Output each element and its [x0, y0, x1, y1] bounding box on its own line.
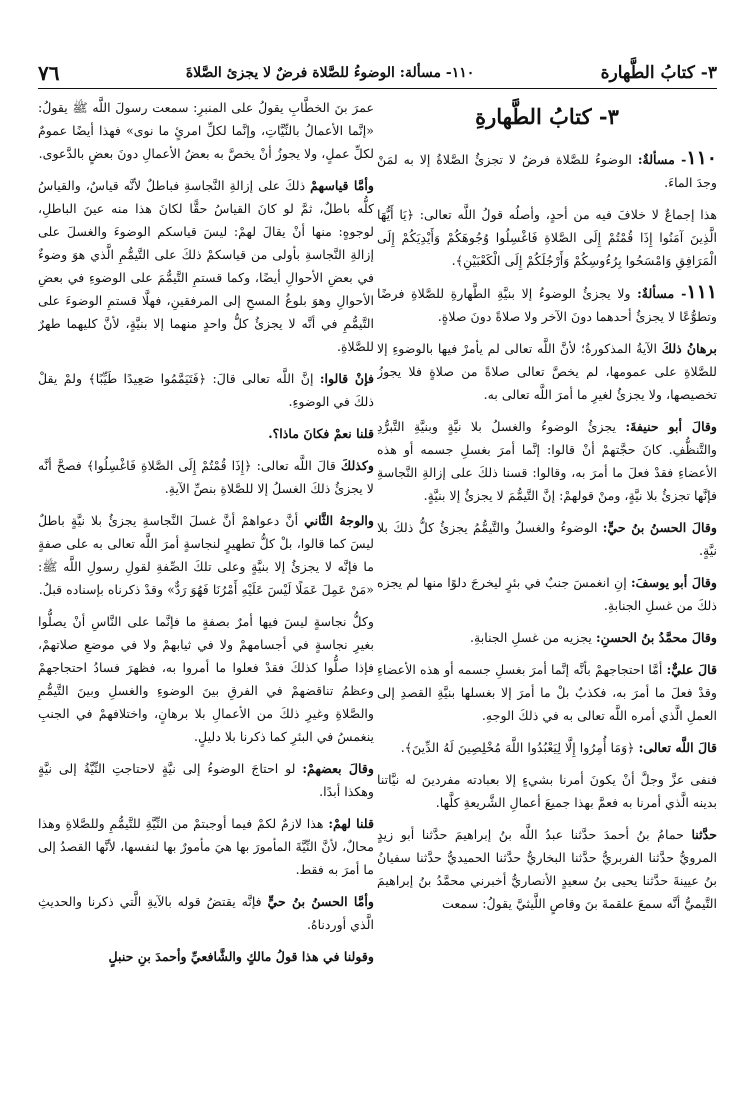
paragraph-lead: قالَ اللَّه تعالى:: [638, 740, 717, 755]
paragraph-lead: وقالَ أبو يوسفَ:: [630, 575, 717, 590]
issue-number: ١١١: [686, 281, 717, 303]
paragraph: [38, 757, 374, 803]
paragraph-text: ولا يجزئُ الوضوءُ إلا بنيَّةِ الطَّهارةِ للصَّلاةِ فرضًا وتطوُّعًا لا يجزئُ أحدهما دونَ الآخر ولا صلاةً دونَ صلاةٍ.: [377, 286, 717, 324]
left-column: [38, 96, 374, 1083]
paragraph-lead: برهانُ ذلكَ: [661, 341, 717, 356]
paragraph-lead: وقالَ بعضهمْ:: [302, 761, 374, 776]
paragraph: [38, 174, 374, 358]
paragraph-text: إنَّ اللَّه تعالى قالَ: ﴿فَتَيَمَّمُوا صَعِيدًا طَيِّبًا﴾ ولمْ يقلْ ذلكَ في الوضوءِ.: [38, 371, 374, 409]
paragraph-text: هذا لازمٌ لكمْ فيما أوجبتمْ من النِّيَّةِ للتَّيمُّمِ وللصَّلاةِ وهذا محالٌ، لأنَّ النِّيَّةَ المأمورَ بها هيَ مأمورٌ بها لنفسها، لأنَّها القصدُ إلى ما أمرَ به فقط.: [38, 816, 374, 877]
paragraph-text: حمامُ بنُ أحمدَ حدَّثنا عبدُ اللَّه بنُ إبراهيمَ حدَّثنا أبو زيدٍ المرويُّ حدَّثنا الفربريُّ حدَّثنا البخاريُّ حدَّثنا الحميديُّ حدَّثنا سفيانُ بنُ عيينةَ حدَّثنا يحيى بنُ سعيدٍ الأنصاريُّ أخبرني محمَّدُ بنُ إبراهيمَ التَّيميُّ أنَّه سمعَ علقمةَ بنَ وقاصٍ اللَّيثيَّ يقولُ: سمعت: [377, 827, 717, 911]
paragraph-text: أنَّ دعواهمْ أنَّ غسلَ النَّجاسةِ يجزئُ بلا نيَّةٍ باطلٌ ليسَ كما قالوا، بلْ كلُّ تطهيرٍ لنجاسةٍ أمرَ اللَّه تعالى به على صفةٍ ما فإنَّه لا يجزئُ إلا بنيَّةٍ وعلى تلكَ الصِّفةِ لقولِ رسولِ اللَّه ﷺ: «مَنْ عَمِلَ عَمَلًا لَيْسَ عَلَيْهِ أَمْرُنَا فَهُوَ رَدٌّ» وقدْ ذكرناه بإسناده قبلُ.: [38, 513, 374, 597]
paragraph: وكلُّ نجاسةٍ ليسَ فيها أمرٌ بصفةٍ ما فإنَّما على النَّاسِ أنْ يصلُّوا بغيرِ نجاسةٍ في أجسامهمْ ولا في ثيابهمْ ولا في موضعِ صلاتهمْ، فإذا صلُّوا كذلكَ فقدْ فعلوا ما أمروا به، فظهرَ فسادُ احتجاجهمْ وعظمُ تناقضهمْ في الفرقِ بينَ الوضوءِ والغسلِ وبينَ التَّيمُّمِ والصَّلاةِ وغيرِ ذلكَ من الأعمالِ بلا برهانٍ، واختلافهمْ في الجنبِ ينغمسُ في البئرِ كما ذكرنا بلا دليلٍ.: [38, 614, 374, 744]
paragraph-text: قالَ اللَّه تعالى: ﴿إِذَا قُمْتُمْ إِلَى الصَّلاةِ فَاغْسِلُوا﴾ فصحَّ أنَّه لا يجزئُ ذلكَ الغسلُ إلا للصَّلاةِ بنصِّ الآيةِ.: [38, 458, 374, 496]
paragraph-text: ذلكَ على إزالةِ النَّجاسةِ فباطلٌ لأنَّه قياسٌ، والقياسُ كلُّه باطلٌ، ثمَّ لو كانَ القياسُ حقًّا لكانَ هذا منه عينَ الباطلِ، لوجوهٍ: منها أنْ يقالَ لهمْ: ليسَ قياسكم الوضوءَ والغسلَ على إزالةِ النَّجاسةِ بأولى من قياسكمْ ذلكَ على التَّيمُّمِ الَّذي هوَ وضوءٌ في بعضِ الأحوالِ أيضًا، وكما قستمِ التَّيمُّمَ على الوضوءِ في بعضِ الأحوالِ وهوَ بلوغُ المسحِ إلى المرفقينِ، فهلَّا قستمِ الوضوءَ على التَّيمُّمِ في أنَّه لا يجزئُ كلُّ واحدٍ منهما إلا بنيَّةٍ، لأنَّ كليهما طهرٌ للصَّلاةِ.: [38, 178, 374, 354]
paragraph: قلنا نعمْ فكانَ ماذا؟.: [268, 426, 374, 441]
paragraph: فنفى عزَّ وجلَّ أنْ يكونَ أمرنا بشيءٍ إلا بعبادته مفردينَ له نيَّاتنا بدينه الَّذي أمرنا به فعمَّ بهذا جميعَ أعمالِ الشَّريعةِ كلَّها.: [377, 772, 717, 810]
paragraph: [377, 147, 717, 194]
page-number: ٧٦: [38, 61, 60, 85]
paragraph-lead: حدَّثنا: [691, 827, 717, 842]
paragraph-lead: وأمَّا الحسنُ بنُ حيٍّ: [267, 894, 374, 909]
paragraph-text: ﴿وَمَا أُمِرُوا إِلَّا لِيَعْبُدُوا اللَّهَ مُخْلِصِينَ لَهُ الدِّينَ﴾.: [400, 740, 639, 755]
paragraph-lead: قالَ عليٌّ:: [666, 662, 717, 677]
paragraph-lead: والوجهُ الثَّاني: [304, 513, 374, 528]
paragraph-text: الوضوءُ والغسلُ والتَّيمُّمُ يجزئُ كلُّ ذلكَ بلا نيَّةٍ.: [377, 520, 717, 558]
paragraph-lead: فإنْ قالوا:: [319, 371, 374, 386]
chapter-title: ٣- كتابُ الطَّهارةِ: [475, 104, 619, 129]
paragraph: [377, 823, 717, 915]
paragraph-lead: وكذلكَ: [340, 458, 374, 473]
paragraph: [38, 454, 374, 500]
paragraph: [377, 658, 717, 727]
paragraph: وقولنا في هذا قولُ مالكٍ والشَّافعيِّ وأحمدَ بنِ حنبلٍ: [108, 949, 374, 964]
paragraph: هذا إجماعٌ لا خلافَ فيه من أحدٍ، وأصلُه قولُ اللَّه تعالى: ﴿يَا أَيُّهَا الَّذِينَ آمَنُوا إِذَا قُمْتُمْ إِلَى الصَّلاةِ فَاغْسِلُوا وُجُوهَكُمْ وَأَيْدِيَكُمْ إِلَى الْمَرَافِقِ وَامْسَحُوا بِرُءُوسِكُمْ وَأَرْجُلَكُمْ إِلَى الْكَعْبَيْنِ﴾.: [377, 207, 717, 268]
paragraph-text: لو احتاجَ الوضوءُ إلى نيَّةٍ لاحتاجتِ النِّيَّةُ إلى نيَّةٍ وهكذا أبدًا.: [38, 761, 374, 799]
paragraph: [377, 516, 717, 562]
paragraph: [377, 337, 717, 406]
paragraph: [38, 367, 374, 413]
paragraph-lead: وقالَ الحسنُ بنُ حيٍّ:: [602, 520, 717, 535]
issue-label: - مسألةٌ:: [637, 286, 687, 301]
section-title: ٣- كتابُ الطَّهارة: [600, 63, 717, 83]
paragraph-text: أمَّا احتجاجهمْ بأنَّه إنَّما أمرَ بغسلِ جسمه أو هذه الأعضاءِ وقدْ فعلَ ما أمرَ به، فكذبٌ بلْ ما أمرَ إلا بغسلها بنيَّةِ القصدِ إلى العملِ الَّذي أمره اللَّه تعالى به في ذلكَ الوجهِ.: [377, 662, 717, 723]
paragraph: [377, 736, 717, 759]
paragraph: [377, 415, 717, 507]
paragraph-text: الآيةُ المذكورةُ؛ لأنَّ اللَّه تعالى لم يأمرْ فيها بالوضوءِ إلا للصَّلاةِ على عمومها، لم يخصَّ تعالى صلاةً من صلاةٍ فلا يجوزُ تخصيصها، ولا يجزئُ لغيرِ ما أمرَ اللَّه تعالى به.: [377, 341, 717, 402]
paragraph-lead: وأمَّا قياسهمْ: [310, 178, 374, 193]
paragraph: [38, 812, 374, 881]
right-column: [377, 96, 717, 1083]
paragraph: [377, 281, 717, 328]
paragraph-text: يجزيه من غسلِ الجنابةِ.: [470, 630, 596, 645]
issue-label: - مسألةٌ:: [637, 152, 687, 167]
paragraph-lead: وقالَ محمَّدُ بنُ الحسنِ:: [595, 630, 717, 645]
paragraph: [377, 626, 717, 649]
running-title: ١١٠- مسألة: الوضوءُ للصَّلاة فرضٌ لا يجزئ الصَّلاةَ: [185, 65, 475, 81]
page-header: [38, 58, 717, 89]
paragraph-text: يجزئُ الوضوءُ والغسلُ بلا نيَّةٍ وبنيَّةِ التَّبرُّدِ والتَّنظُّفِ. كانَ حجَّتهمْ أنْ قالوا: إنَّما أمرَ بغسلِ جسمه أو هذه الأعضاءِ فقدْ فعلَ ما أمرَ به، وقالوا: قسنا ذلكَ على إزالةِ النَّجاسةِ فإنَّها تجزئُ بلا نيَّةٍ، ومنْ قولهمْ: إنَّ التَّيمُّمَ لا يجزئُ إلا بنيَّةٍ.: [377, 419, 717, 503]
paragraph: [377, 571, 717, 617]
issue-number: ١١٠: [686, 147, 717, 169]
paragraph-lead: قلنا لهمْ:: [328, 816, 374, 831]
paragraph: [38, 509, 374, 601]
paragraph-lead: وقالَ أبو حنيفةَ:: [625, 419, 717, 434]
paragraph: عمرَ بنَ الخطَّابِ يقولُ على المنبرِ: سمعت رسولَ اللَّه ﷺ يقولُ: «إنَّما الأعمالُ بالنِّيَّاتِ، وإنَّما لكلِّ امرئٍ ما نوى» فهذا أيضًا عمومٌ لكلِّ عملٍ، ولا يجوزُ أنْ يخصَّ به بعضُ الأعمالِ دونَ بعضٍ بالدَّعوى.: [38, 100, 374, 161]
paragraph: [38, 890, 374, 936]
paragraph-text: فإنَّه يقتضُ قوله بالآيةِ الَّتي ذكرنا والحديثِ الَّذي أوردناهُ.: [38, 894, 374, 932]
paragraph-text: الوضوءُ للصَّلاة فرضٌ لا تجزئُ الصَّلاةُ إلا به لمَنْ وجدَ الماءَ.: [377, 152, 717, 190]
paragraph-text: إنِ انغمسَ جنبٌ في بئرٍ ليخرجَ دلوًا منها لم يجزه ذلكَ من غسلِ الجنابةِ.: [377, 575, 717, 613]
